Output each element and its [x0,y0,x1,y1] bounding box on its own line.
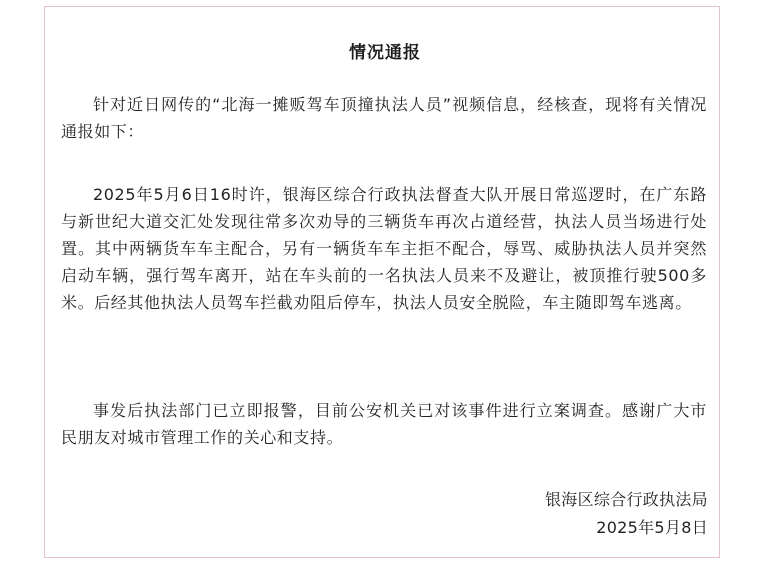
paragraph-incident: 2025年5月6日16时许，银海区综合行政执法督查大队开展日常巡逻时，在广东路与新世纪大道交汇处发现往常多次劝导的三辆货车再次占道经营，执法人员当场进行处置。其中两辆货车车主配合，另有一辆货车车主拒不配合，辱骂、威胁执法人员并突然启动车辆，强行驾车离开，站在车头前的一名执法人员来不及避让，被顶推行驶500多米。后经其他执法人员驾车拦截劝阻后停车，执法人员安全脱险，车主随即驾车逃离。 [61,185,707,312]
paragraph-intro: 针对近日网传的“北海一摊贩驾车顶撞执法人员”视频信息，经核查，现将有关情况通报如下： [61,95,707,141]
document-title: 情况通报 [349,43,421,63]
signature-organization: 银海区综合行政执法局 [544,490,708,509]
paragraph-followup: 事发后执法部门已立即报警，目前公安机关已对该事件进行立案调查。感谢广大市民朋友对城市管理工作的关心和支持。 [61,401,707,447]
signature-date: 2025年5月8日 [596,518,708,537]
